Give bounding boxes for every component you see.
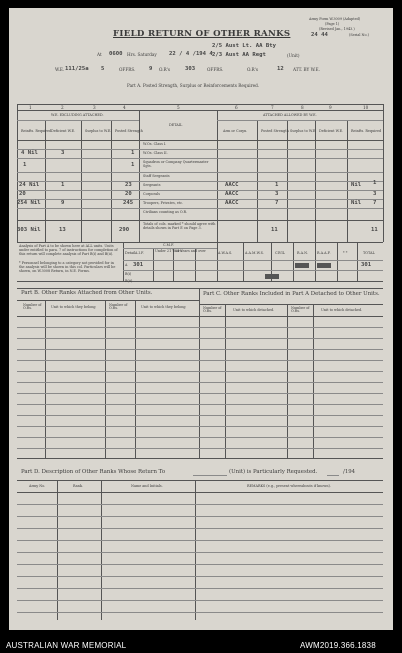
part-d-col-remarks: REMARKS (e.g., present whereabouts if known).: [247, 484, 331, 488]
cell-posted-troopers: 245: [123, 200, 134, 206]
analysis-col-aamws: A.A.M.W.S.: [245, 251, 264, 255]
col-number: 1: [29, 105, 32, 110]
detail-corporals: Corporals: [143, 192, 160, 196]
analysis-a-aif: 301: [133, 262, 144, 268]
cell-arm-sergeants: AACC: [225, 182, 239, 188]
return-date: 22 / 4 /194 4: [169, 51, 213, 57]
detail-sergeants: Sergeants: [143, 183, 161, 187]
cell-posted2-troopers: 7: [275, 200, 279, 206]
cell-reinf-corporals: 20: [19, 191, 26, 197]
cell-arm-troopers: AACC: [225, 200, 239, 206]
serial-values: 24 44: [311, 32, 328, 38]
col-number: 4: [123, 105, 126, 110]
part-d-col-name: Name and Initials.: [131, 484, 163, 488]
column-header: Surplus to W.E.: [290, 129, 317, 133]
part-c-col: Number of O.Rs.: [203, 306, 222, 314]
attached-allowed-header: ATTACHED ALLOWED BY W.E.: [263, 113, 317, 117]
redaction-mark: [295, 263, 309, 268]
redaction-mark: [265, 274, 279, 279]
part-a-title: Part A. Posted Strength, Surplus or Reinforcements Required.: [127, 83, 260, 88]
cmf-header: C.M.F.: [163, 243, 175, 247]
archive-accession-number: AWM2019.366.1838: [300, 641, 376, 650]
cell-reinf-totals: 303 Nil: [17, 227, 41, 233]
ors2-value: 12: [277, 66, 284, 72]
unit-label: (Unit): [287, 53, 300, 58]
cell-arm-corporals: AACC: [225, 191, 239, 197]
cell-reinf2-troopers: 7: [373, 200, 377, 206]
detail-wo1: W.Os. Class I.: [143, 142, 167, 146]
cell-posted-totals: 290: [119, 227, 130, 233]
part-d-date: /194: [343, 469, 356, 475]
analysis-a-total: 301: [361, 262, 372, 268]
cell-reinf2-sergeants: 1: [373, 180, 377, 186]
analysis-col-civil: CIVIL: [275, 251, 285, 255]
analysis-col-under21: Under 21 Years: [155, 249, 182, 253]
analysis-col-aif: A.I.F.: [135, 251, 144, 255]
part-b-col: Number of O.Rs.: [23, 303, 42, 311]
part-b-col: Unit to which they belong: [51, 305, 96, 309]
analysis-col-raaf: R.A.A.F.: [317, 251, 331, 255]
cell-defic2-troopers: Nil: [351, 200, 362, 206]
archive-credit: AUSTRALIAN WAR MEMORIAL: [6, 641, 127, 650]
detail-staff-sgts: Staff Sergeants: [143, 174, 170, 178]
column-header: Deficient W.E.: [51, 129, 76, 133]
form-number-line2: (Page 1): [325, 22, 340, 26]
part-d-col-rank: Rank.: [73, 484, 83, 488]
cell-posted-corporals: 20: [125, 191, 132, 197]
col-number: 2: [61, 105, 64, 110]
redaction-mark: [317, 263, 331, 268]
detail-totals-note: Totals of cols. marked * should agree with details shown in Part E on Page 3.: [143, 222, 216, 231]
form-title: FIELD RETURN OF OTHER RANKS: [113, 29, 291, 39]
cell-reinf-sergeants: 24 Nil: [19, 182, 40, 188]
part-b-col: Unit to which they belong: [141, 305, 186, 309]
cell-posted2-corporals: 3: [275, 191, 279, 197]
analysis-row-a: A: [125, 263, 128, 267]
column-header: Posted Strength: [261, 129, 289, 133]
detail-civilians: Civilians counting as O.R.: [143, 210, 188, 214]
detail-troopers: Troopers, Privates, etc.: [143, 201, 184, 205]
part-c-col: Number of O.Rs.: [291, 306, 310, 314]
ors2-label: O.R's: [247, 67, 258, 72]
at-time: 0600: [109, 51, 123, 57]
offrs-label: OFFRS.: [119, 67, 136, 72]
col-number: 5: [177, 105, 180, 110]
form-number-line3: (Revised Jan., 1943.): [319, 27, 355, 31]
col-number: 6: [235, 105, 238, 110]
detail-wo2: W.Os. Class II.: [143, 151, 168, 155]
part-d-col-army-no: Army No.: [29, 484, 46, 488]
offrs-value: 5: [101, 66, 105, 72]
cell-posted-cqms: 1: [131, 162, 135, 168]
column-header: Reinfts. Required: [351, 129, 382, 133]
column-header: Posted Strength: [115, 129, 143, 133]
cell-posted2-totals: 11: [271, 227, 278, 233]
form-sheet: [9, 8, 393, 630]
analysis-row-bii: B(ii): [125, 279, 133, 283]
cell-posted-sergeants: 23: [125, 182, 132, 188]
col-number: 9: [329, 105, 332, 110]
offrs2-label: OFFRS.: [207, 67, 224, 72]
cell-reinf-cqms: 1: [23, 162, 27, 168]
cell-reinf-troopers: 254 Nil: [17, 200, 41, 206]
analysis-col-total: TOTAL: [363, 251, 375, 255]
cell-defic-totals: 13: [59, 227, 66, 233]
column-header: Surplus to W.E.: [85, 129, 112, 133]
cell-defic2-sergeants: Nil: [351, 182, 362, 188]
analysis-note: Analysis of Part A to be shown here at ALL units. Units under entitled to para. 7 of instructions for completion of this return will complete analysis of Part B(i) and B(ii).: [19, 244, 118, 256]
hrs-label: Hrs. Saturday: [127, 52, 157, 57]
cell-reinf-wo2: 4 Nil: [21, 150, 38, 156]
cell-reinf2-corporals: 3: [373, 191, 377, 197]
cell-reinf2-totals: 11: [371, 227, 378, 233]
serial-label: (Serial No.): [349, 33, 369, 37]
detail-cqms: Squadron or Company Quartermaster Sgts.: [143, 160, 209, 168]
ors-value: 303: [185, 66, 196, 72]
analysis-footnote: * Personnel belonging to a category not provided for in the analysis will be shown in this col. Particulars will be shown, on W.3008 Return, in N.E. Forms.: [19, 261, 116, 273]
att-label: ATT. BY W.E.: [293, 67, 320, 72]
analysis-col-21over: 21 Years and over: [175, 249, 206, 253]
analysis-col-awas: A.W.A.S.: [218, 251, 233, 255]
part-c-col: Unit to which detached.: [233, 308, 275, 312]
detail-header: DETAIL: [169, 123, 183, 127]
col-number: 8: [301, 105, 304, 110]
column-header: Arm or Corps.: [223, 129, 248, 133]
analysis-row-bi: B(i): [125, 272, 132, 276]
unit-line2: 2/3 Aust AA Regt: [212, 52, 266, 58]
unit-line1: 2/5 Aust Lt. AA Bty: [212, 43, 276, 49]
col-number: 10: [363, 105, 369, 110]
ors-label: O.R's: [159, 67, 170, 72]
analysis-col-detail: Detail: [125, 251, 136, 255]
cell-defic-sergeants: 1: [61, 182, 65, 188]
col-number: 7: [271, 105, 274, 110]
part-b-col: Number of O.Rs.: [109, 303, 128, 311]
column-header: Reinfts. Required: [21, 129, 52, 133]
offrs2-value: 9: [149, 66, 153, 72]
cell-posted-wo2: 1: [131, 150, 135, 156]
part-d-title: Part D. Description of Other Ranks Whose Return To: [21, 469, 166, 475]
we-value: 111/25a: [65, 66, 89, 72]
at-label: At: [97, 52, 102, 57]
col-number: 3: [93, 105, 96, 110]
form-number-line1: Army Form W.3009 (Adapted): [309, 17, 361, 21]
we-excluding-header: W.E. EXCLUDING ATTACHED.: [51, 113, 104, 117]
column-header: Deficient W.E.: [319, 129, 344, 133]
part-c-title: Part C. Other Ranks Included in Part A Detached to Other Units.: [203, 291, 380, 297]
cell-defic-wo2: 3: [61, 150, 65, 156]
part-c-col: Unit to which detached.: [321, 308, 363, 312]
analysis-col-ran: R.A.N.: [297, 251, 308, 255]
analysis-col-other: * *: [343, 251, 348, 255]
we-label: W.E.: [55, 67, 65, 72]
cell-defic-troopers: 9: [61, 200, 65, 206]
part-d-title-tail: (Unit) is Particularly Requested.: [229, 469, 318, 475]
cell-posted2-sergeants: 1: [275, 182, 279, 188]
part-b-title: Part B. Other Ranks Attached from Other Units.: [21, 290, 153, 296]
